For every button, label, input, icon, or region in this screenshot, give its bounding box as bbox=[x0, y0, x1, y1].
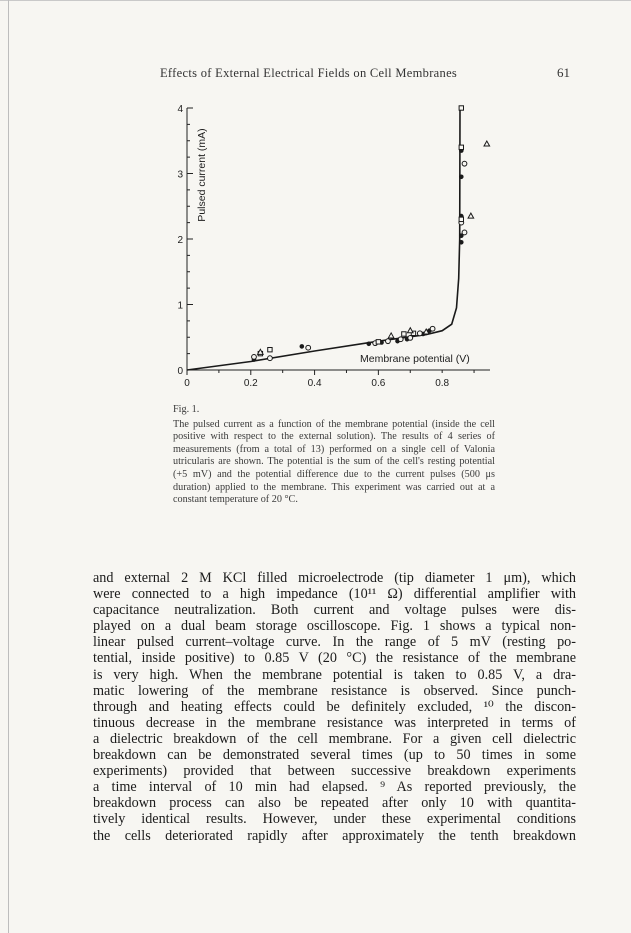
data-point-open-triangle bbox=[407, 328, 413, 333]
y-tick-label: 2 bbox=[177, 235, 183, 246]
data-point-open-square bbox=[459, 106, 463, 110]
data-point-open-triangle bbox=[484, 141, 490, 146]
scan-edge-top bbox=[0, 0, 631, 1]
body-text bbox=[93, 570, 576, 844]
data-point-filled-circle bbox=[459, 240, 464, 245]
body-line: a time interval of 10 min had elapsed. ⁹ As reported previously, the bbox=[93, 779, 576, 796]
body-line: breakdown can be demonstrated several times (up to 50 times in some bbox=[93, 747, 576, 764]
data-point-open-triangle bbox=[388, 333, 394, 338]
figure-caption-label: Fig. 1. bbox=[173, 404, 200, 415]
data-point-open-circle bbox=[398, 337, 403, 342]
x-tick-label: 0.2 bbox=[243, 378, 258, 389]
x-tick-label: 0.4 bbox=[307, 378, 322, 389]
data-point-open-triangle bbox=[468, 213, 474, 218]
data-point-open-circle bbox=[430, 326, 435, 331]
data-point-open-square bbox=[459, 145, 463, 149]
body-line: tential, inside positive) to 0.85 V (20 °C) the resistance of the membrane bbox=[93, 650, 576, 667]
y-tick-label: 3 bbox=[177, 169, 183, 181]
body-line: played on a dual beam storage oscilloscope. Fig. 1 shows a typical non- bbox=[93, 618, 576, 635]
figure-chart bbox=[170, 100, 500, 390]
data-point-open-circle bbox=[252, 355, 257, 360]
data-point-open-circle bbox=[408, 336, 413, 341]
body-line: were connected to a high impedance (10¹¹ Ω) differential amplifier with bbox=[93, 586, 576, 603]
body-line: tinuous decrease in the membrane resistance was interpreted in terms of bbox=[93, 714, 576, 731]
data-point-open-square bbox=[459, 217, 463, 221]
figure-caption bbox=[173, 404, 495, 507]
data-point-open-square bbox=[402, 332, 406, 336]
body-line: through and heating effects could be definitely excluded, ¹⁰ the discon- bbox=[93, 698, 576, 715]
body-line: experiments) provided that between successive breakdown experiments bbox=[93, 763, 576, 780]
x-tick-label: 0.6 bbox=[371, 378, 386, 389]
body-line: matic lowering of the membrane resistance is observed. Since punch- bbox=[93, 682, 576, 699]
page-number: 61 bbox=[557, 65, 570, 80]
data-point-open-circle bbox=[306, 345, 311, 350]
x-axis-label: Membrane potential (V) bbox=[360, 353, 470, 365]
scan-edge-left bbox=[8, 0, 9, 933]
x-tick-label: 0.8 bbox=[435, 378, 450, 389]
running-head: Effects of External Electrical Fields on Cell Membranes bbox=[160, 66, 458, 80]
figure-caption-text: The pulsed current as a function of the membrane potential (inside the cell positive with respect to the external solution). The results of 4 series of measurements (from a total of 13) performed on a single cell of Valonia utricularis are shown. The potential is the sum of the cell's resting potential (+5 mV) and the potential difference due to the current pulses (500 μs duration) applied to the membrane. This experiment was carried out at a constant temperature of 20 °C. bbox=[173, 418, 495, 506]
body-line: and external 2 M KCl filled microelectrode (tip diameter 1 μm), which bbox=[93, 570, 576, 586]
data-point-open-square bbox=[268, 347, 272, 351]
data-point-open-circle bbox=[462, 161, 467, 166]
x-tick-label: 0 bbox=[184, 378, 190, 389]
data-point-open-triangle bbox=[258, 349, 264, 354]
body-line: breakdown process can also be repeated after only 10 with quantita- bbox=[93, 795, 576, 812]
body-line: linear pulsed current–voltage curve. In the range of 5 mV (resting po- bbox=[93, 634, 576, 651]
body-line: a dielectric breakdown of the cell membrane. For a given cell dielectric bbox=[93, 730, 576, 747]
y-tick-label: 1 bbox=[177, 300, 183, 312]
data-point-open-square bbox=[376, 340, 380, 344]
data-point-open-circle bbox=[386, 339, 391, 344]
y-tick-label: 4 bbox=[177, 104, 183, 115]
y-tick-label: 0 bbox=[177, 366, 183, 377]
data-point-open-circle bbox=[417, 331, 422, 336]
data-point-filled-circle bbox=[459, 174, 464, 179]
body-line: the cells deteriorated rapidly after approximately the tenth breakdown bbox=[93, 827, 576, 844]
body-line: capacitance neutralization. Both current and voltage pulses were dis- bbox=[93, 602, 576, 619]
data-point-open-circle bbox=[462, 230, 467, 235]
data-point-filled-circle bbox=[300, 344, 305, 349]
data-point-filled-circle bbox=[367, 342, 372, 347]
chart-points-layer bbox=[252, 106, 490, 362]
body-line: tively identical results. However, under these experimental conditions bbox=[93, 811, 576, 828]
chart-axes bbox=[177, 104, 490, 389]
data-point-open-circle bbox=[268, 356, 273, 361]
body-line: is very high. When the membrane potential is taken to 0.85 V, a dra- bbox=[93, 666, 576, 683]
y-axis-label: Pulsed current (mA) bbox=[196, 128, 208, 222]
